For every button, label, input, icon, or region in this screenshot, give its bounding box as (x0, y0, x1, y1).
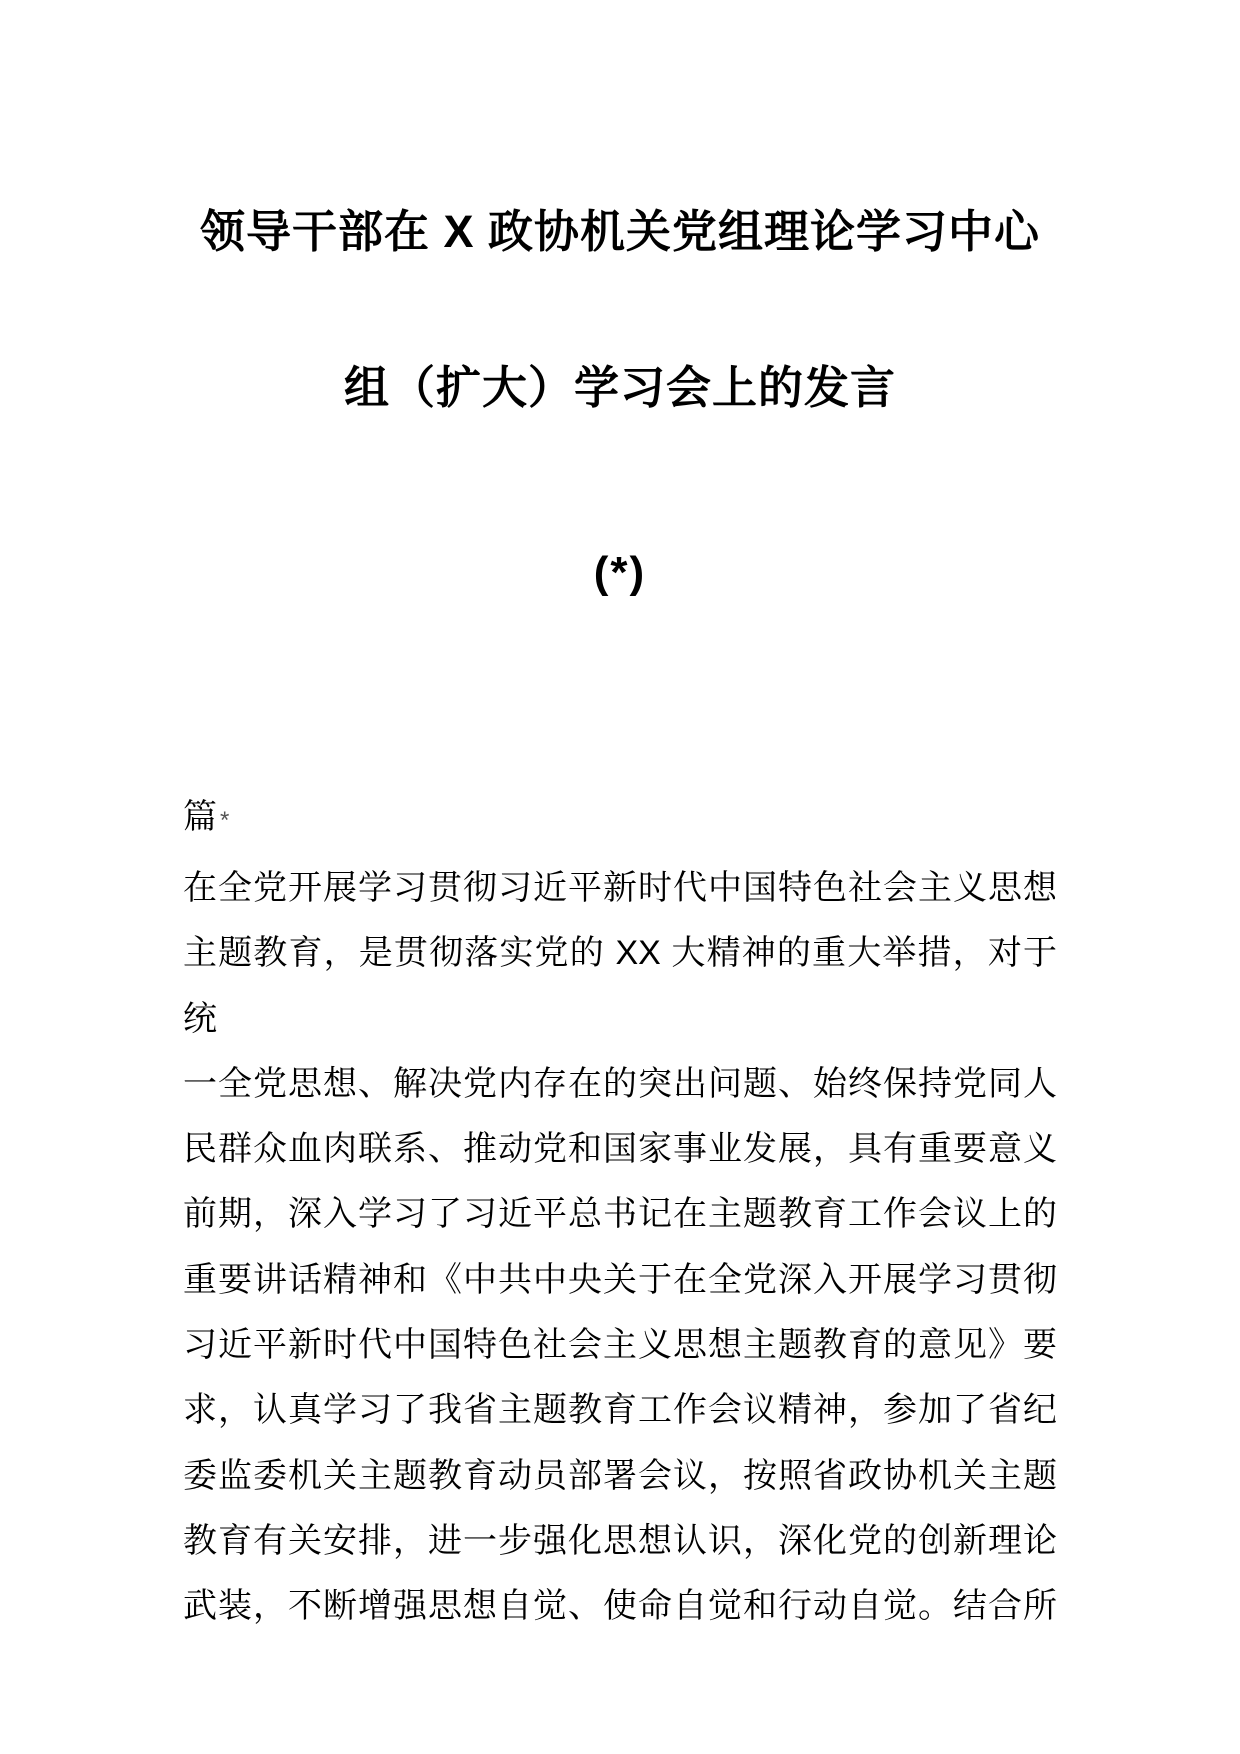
body-text-line: 一全党思想、解决党内存在的突出问题、始终保持党同人 (183, 1064, 1057, 1103)
footnote-asterisk-mark: * (220, 807, 230, 834)
body-text-line: 主题教育，是贯彻落实党的 XX 大精神的重大举措，对于统 (183, 934, 1057, 1038)
document-title (183, 154, 1057, 466)
title-line-1: 领导干部在 X 政协机关党组理论学习中心 (199, 206, 1041, 257)
section-heading (183, 785, 1057, 853)
body-text-line: 重要讲话精神和《中共中央关于在全党深入开展学习贯彻 (183, 1260, 1057, 1299)
title-line-2: 组（扩大）学习会上的发言 (343, 362, 896, 413)
body-text-line: 习近平新时代中国特色社会主义思想主题教育的意见》要 (183, 1326, 1057, 1365)
body-paragraph (183, 856, 1057, 1640)
body-text-line: 委监委机关主题教育动员部署会议，按照省政协机关主题 (183, 1456, 1057, 1495)
body-text-line: 武装，不断增强思想自觉、使命自觉和行动自觉。结合所 (183, 1587, 1057, 1626)
body-text-line: 前期，深入学习了习近平总书记在主题教育工作会议上的 (183, 1195, 1057, 1234)
body-text-line: 在全党开展学习贯彻习近平新时代中国特色社会主义思想 (183, 869, 1057, 907)
body-text-line: 教育有关安排，进一步强化思想认识，深化党的创新理论 (183, 1521, 1057, 1560)
body-text-line: 求，认真学习了我省主题教育工作会议精神，参加了省纪 (183, 1391, 1057, 1430)
subtitle-asterisk-mark: (*) (593, 548, 647, 597)
body-text-line: 民群众血肉联系、推动党和国家事业发展，具有重要意义 (183, 1130, 1057, 1169)
section-label-text: 篇 (183, 798, 217, 836)
